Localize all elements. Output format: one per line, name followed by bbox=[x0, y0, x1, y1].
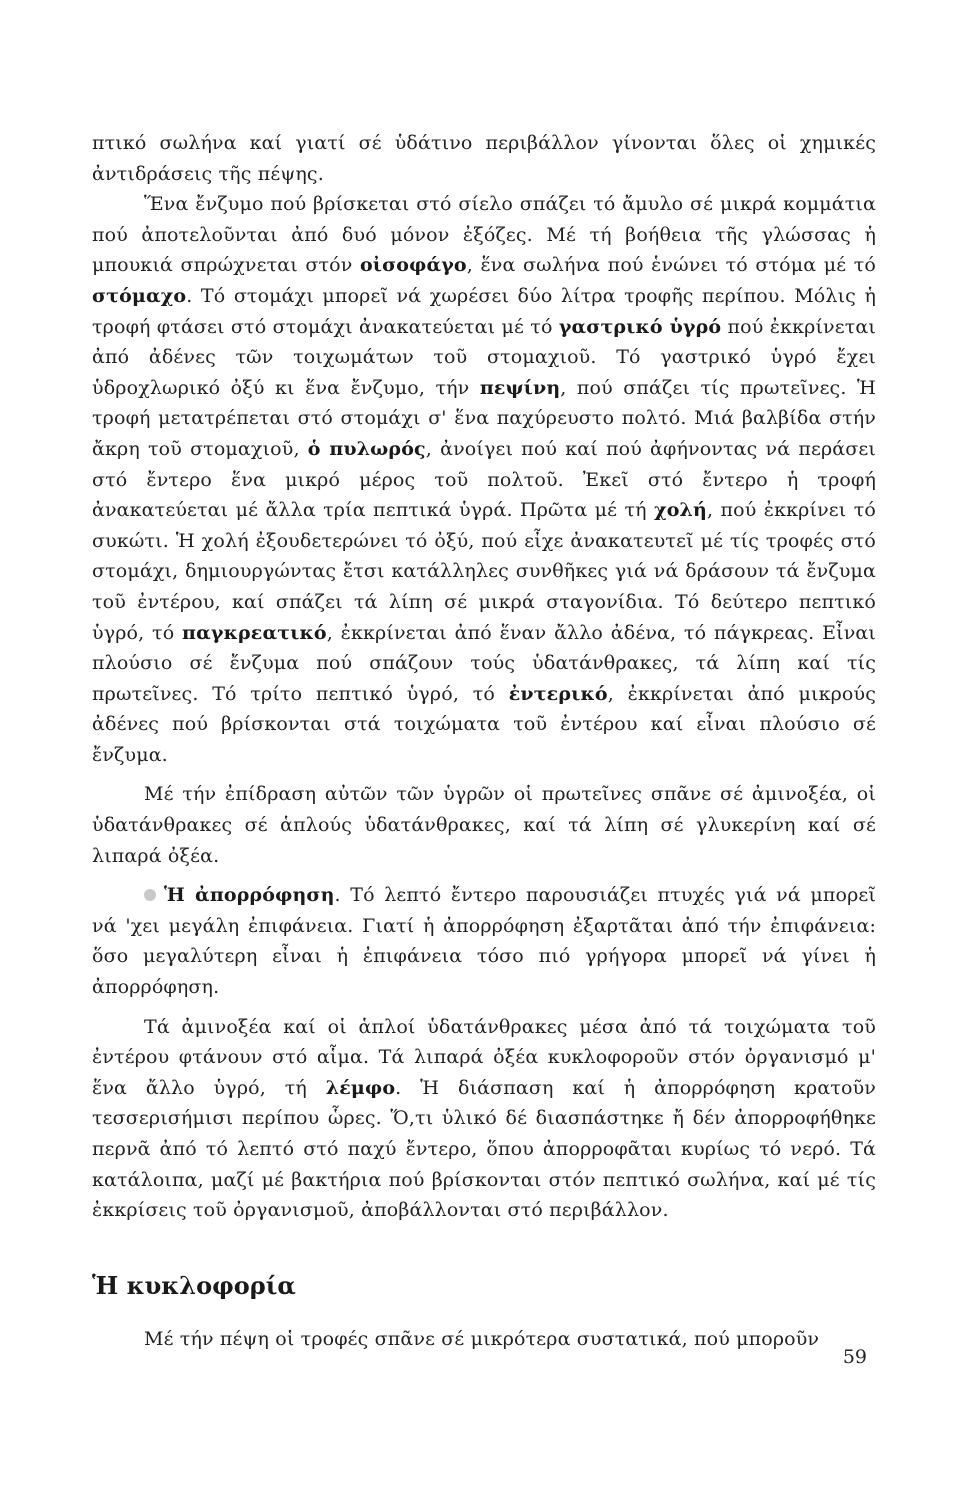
paragraph-text: , πού σπάζει τίς πρωτεῖνες. Ἡ τροφή μετατρέπεται στό στομάχι σ' ἕνα παχύρευστο πολτό. Μιά βαλβίδα στήν ἄκρη τοῦ στομαχιοῦ, bbox=[92, 376, 876, 460]
term-stomach: στόμαχο bbox=[92, 284, 187, 307]
paragraph-text: Μέ τήν ἐπίδραση αὐτῶν τῶν ὑγρῶν οἱ πρωτεῖνες σπᾶνε σέ ἀμινοξέα, οἱ ὑδατάνθρακες σέ ἁπλούς ὑδατάνθρακες, καί τά λίπη σέ γλυκερίνη καί σέ λιπαρά ὀξέα. bbox=[92, 783, 876, 867]
paragraph-text: , ἀνοίγει πού καί πού ἀφήνοντας νά περάσει στό ἔντερο ἕνα μικρό μέρος τοῦ πολτοῦ. Ἐκεῖ στό ἔντερο ἡ τροφή ἀνακατεύεται μέ ἄλλα τρία πεπτικά ὑγρά. Πρῶτα μέ τή bbox=[92, 437, 876, 522]
paragraph-continuation bbox=[92, 128, 876, 189]
subheading-absorption: Ἡ ἀπορρόφηση bbox=[164, 884, 335, 907]
page-number: 59 bbox=[842, 1346, 867, 1368]
paragraph-circulation-start bbox=[92, 1324, 876, 1355]
paragraph-text: , ἕνα σωλήνα πού ἑνώνει τό στόμα μέ τό bbox=[466, 254, 876, 277]
term-bile: χολή bbox=[654, 499, 707, 522]
term-lymph: λέμφο bbox=[325, 1076, 396, 1099]
paragraph-text: Μέ τήν πέψη οἱ τροφές σπᾶνε σέ μικρότερα συστατικά, πού μποροῦν bbox=[144, 1327, 820, 1350]
paragraph-digestion bbox=[92, 189, 876, 770]
paragraph-text: Ἕνα ἔνζυμο πού βρίσκεται στό σίελο σπάζει τό ἄμυλο σέ μικρά κομμάτια πού ἀποτελοῦνται ἀπό δυό μόνον ἐξόζες. Μέ τή βοήθεια τῆς γλώσσας ἡ μπουκιά σπρώχνεται στόν bbox=[92, 193, 876, 277]
paragraph-absorption bbox=[92, 880, 876, 1002]
term-pylorus: ὁ πυλωρός bbox=[307, 437, 426, 460]
paragraph-text: , ἐκκρίνεται ἀπό μικρούς ἀδένες πού βρίσκονται στά τοιχώματα τοῦ ἐντέρου καί εἶναι πλούσιο σέ ἔνζυμα. bbox=[92, 682, 876, 766]
paragraph-breakdown bbox=[92, 779, 876, 871]
paragraph-text: , ἐκκρίνεται ἀπό ἕναν ἄλλο ἀδένα, τό πάγκρεας. Εἶναι πλούσιο σέ ἔνζυμα πού σπάζουν τούς ὑδατάνθρακες, τά λίπη καί τίς πρωτεῖνες. Τό τρίτο πεπτικό ὑγρό, τό bbox=[92, 621, 876, 705]
term-esophagus: οἰσοφάγο bbox=[359, 254, 467, 277]
paragraph-text: . Τό στομάχι μπορεῖ νά χωρέσει δύο λίτρα τροφῆς περίπου. Μόλις ἡ τροφή φτάσει στό στομάχι ἀνακατεύεται μέ τό bbox=[92, 284, 876, 338]
term-pancreatic: παγκρεατικό bbox=[182, 621, 327, 644]
paragraph-text: πτικό σωλήνα καί γιατί σέ ὑδάτινο περιβάλλον γίνονται ὅλες οἱ χημικές ἀντιδράσεις τῆς πέψης. bbox=[92, 132, 876, 185]
section-heading-circulation: Ἡ κυκλοφορία bbox=[92, 1270, 296, 1300]
bullet-dot-icon bbox=[144, 889, 156, 901]
paragraph-text: Τά ἀμινοξέα καί οἱ ἁπλοί ὑδατάνθρακες μέσα ἀπό τά τοιχώματα τοῦ ἐντέρου φτάνουν στό αἷμα. Τά λιπαρά ὀξέα κυκλοφοροῦν στόν ὀργανισμό μ' ἕνα ἄλλο ὑγρό, τή bbox=[92, 1015, 876, 1099]
paragraph-text: , πού ἐκκρίνει τό συκώτι. Ἡ χολή ἐξουδετερώνει τό ὀξύ, πού εἶχε ἀνακατευτεῖ μέ τίς τροφές στό στομάχι, δημιουργώντας ἔτσι κατάλληλες συνθῆκες γιά νά δράσουν τά ἔνζυμα τοῦ ἐντέρου, καί σπάζει τά λίπη σέ μικρά σταγονίδια. Τό δεύτερο πεπτικό ὑγρό, τό bbox=[92, 499, 876, 644]
term-intestinal: ἐντερικό bbox=[508, 682, 608, 705]
paragraph-transport bbox=[92, 1012, 876, 1226]
page-body bbox=[92, 128, 876, 1354]
paragraph-text: . Ἡ διάσπαση καί ἡ ἀπορρόφηση κρατοῦν τεσσερισήμισι περίπου ὧρες. Ὅ,τι ὑλικό δέ διασπάστηκε ἤ δέν ἀπορροφήθηκε περνᾶ ἀπό τό λεπτό στό παχύ ἔντερο, ὅπου ἀπορροφᾶται κυρίως τό νερό. Τά κατάλοιπα, μαζί μέ βακτήρια πού βρίσκονται στόν πεπτικό σωλήνα, καί μέ τίς ἐκκρίσεις τοῦ ὀργανισμοῦ, ἀποβάλλονται στό περιβάλλον. bbox=[92, 1076, 876, 1222]
paragraph-text: . Τό λεπτό ἔντερο παρουσιάζει πτυχές γιά νά μπορεῖ νά 'χει μεγάλη ἐπιφάνεια. Γιατί ἡ ἀπορρόφηση ἐξαρτᾶται ἀπό τήν ἐπιφάνεια: ὅσο μεγαλύτερη εἶναι ἡ ἐπιφάνεια τόσο πιό γρήγορα μπορεῖ νά γίνει ἡ ἀπορρόφηση. bbox=[92, 884, 876, 999]
term-gastric-juice: γαστρικό ὑγρό bbox=[558, 315, 722, 338]
term-pepsin: πεψίνη bbox=[479, 376, 561, 399]
paragraph-text: πού ἐκκρίνεται ἀπό ἀδένες τῶν τοιχωμάτων τοῦ στομαχιοῦ. Τό γαστρικό ὑγρό ἔχει ὑδροχλωρικό ὀξύ κι ἕνα ἔνζυμο, τήν bbox=[92, 315, 876, 399]
